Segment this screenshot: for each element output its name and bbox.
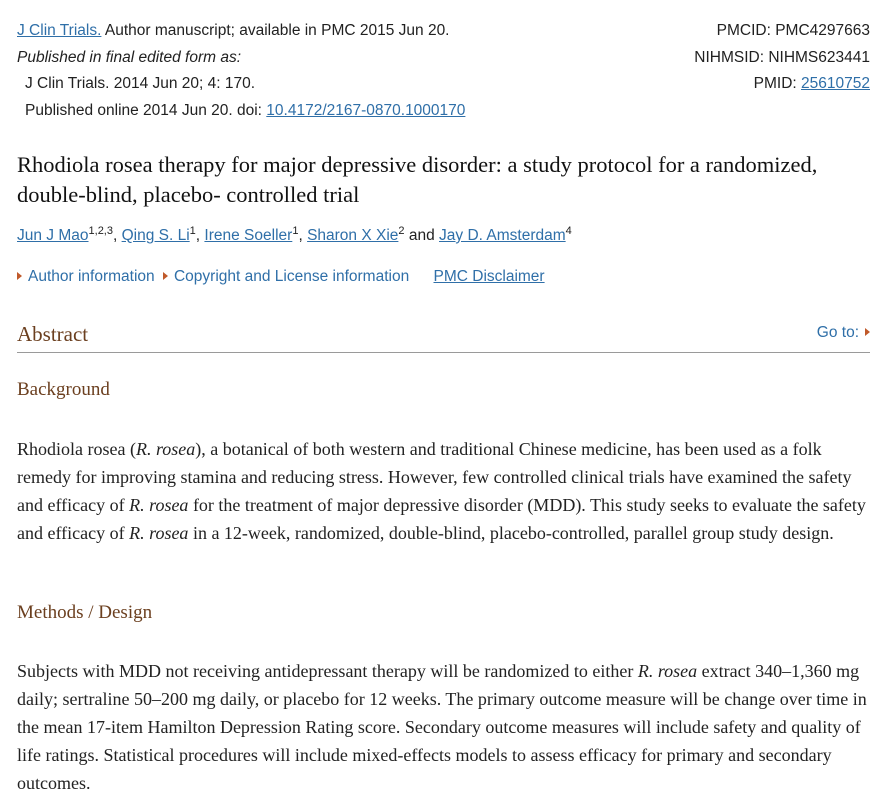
article-title: Rhodiola rosea therapy for major depressive disorder: a study protocol for a randomized, double-blind, placebo- controlled trial [17,152,818,207]
author-information-label: Author information [28,268,155,285]
goto-button[interactable] [817,324,870,342]
author-list [17,227,572,245]
published-online-line [17,98,465,125]
background-heading: Background [17,379,110,400]
pmc-disclaimer-link[interactable]: PMC Disclaimer [433,268,545,285]
author-information-toggle[interactable] [17,268,155,285]
author-separator: , [195,227,205,244]
author-link[interactable]: Qing S. Li [121,227,190,244]
published-final-label: Published in final edited form as: [17,48,242,66]
journal-link[interactable]: J Clin Trials. [17,22,102,39]
copyright-license-label: Copyright and License information [173,268,410,285]
triangle-right-icon [163,272,168,280]
goto-label: Go to: [816,324,859,341]
nihmsid: NIHMSID: NIHMS623441 [694,48,870,66]
author-separator: , [112,227,122,244]
citation-left [17,18,465,124]
pmid-link[interactable]: 25610752 [801,75,870,92]
journal-reference: J Clin Trials. 2014 Jun 20; 4: 170. [25,75,256,92]
info-links [17,268,545,286]
published-online-label: Published online 2014 Jun 20. doi: [25,101,267,119]
author-affiliation-sup: 1 [292,225,299,237]
copyright-license-toggle[interactable] [163,268,409,285]
methods-heading: Methods / Design [17,602,153,623]
author-link[interactable]: Irene Soeller [204,227,293,244]
background-text: Rhodiola rosea (R. rosea), a botanical of both western and traditional Chinese medicine, has been used as a folk remedy for improving stamina and reducing stress. However, few controlled clinical trials have examined the safety and efficacy of R. rosea for the treatment of major depressive disorder (MDD). This study seeks to evaluate the safety and efficacy of R. rosea in a 12-week, randomized, double-blind, placebo-controlled, parallel group study design. [17,439,866,543]
abstract-header [17,320,870,353]
author-link[interactable]: Jun J Mao [17,227,89,244]
manuscript-note: Author manuscript; available in PMC 2015 Jun 20. [104,22,450,39]
author-affiliation-sup: 1,2,3 [88,225,113,237]
methods-text: Subjects with MDD not receiving antidepressant therapy will be randomized to either R. rosea extract 340–1,360 mg daily; sertraline 50–200 mg daily, or placebo for 12 weeks. The primary outcome measure will be change over time in the mean 17-item Hamilton Depression Rating score. Secondary outcome measures will include safety and quality of life ratings. Statistical procedures will include mixed-effects models to assess efficacy for primary and secondary outcomes. [17,661,867,793]
pmcid: PMCID: PMC4297663 [716,22,870,39]
author-affiliation-sup: 4 [565,225,572,237]
author-link[interactable]: Sharon X Xie [307,227,399,244]
author-affiliation-sup: 2 [398,225,405,237]
author-link[interactable]: Jay D. Amsterdam [439,227,566,244]
abstract-heading: Abstract [17,322,89,346]
author-affiliation-sup: 1 [189,225,196,237]
pmid-line [694,71,870,98]
author-separator: , [298,227,308,244]
author-separator: and [404,227,440,244]
triangle-right-icon [17,272,22,280]
pmid-label: PMID: [753,75,802,92]
triangle-right-icon [865,328,870,336]
doi-link[interactable]: 10.4172/2167-0870.1000170 [266,101,466,119]
citation-ids [694,18,870,98]
manuscript-line [17,18,465,45]
